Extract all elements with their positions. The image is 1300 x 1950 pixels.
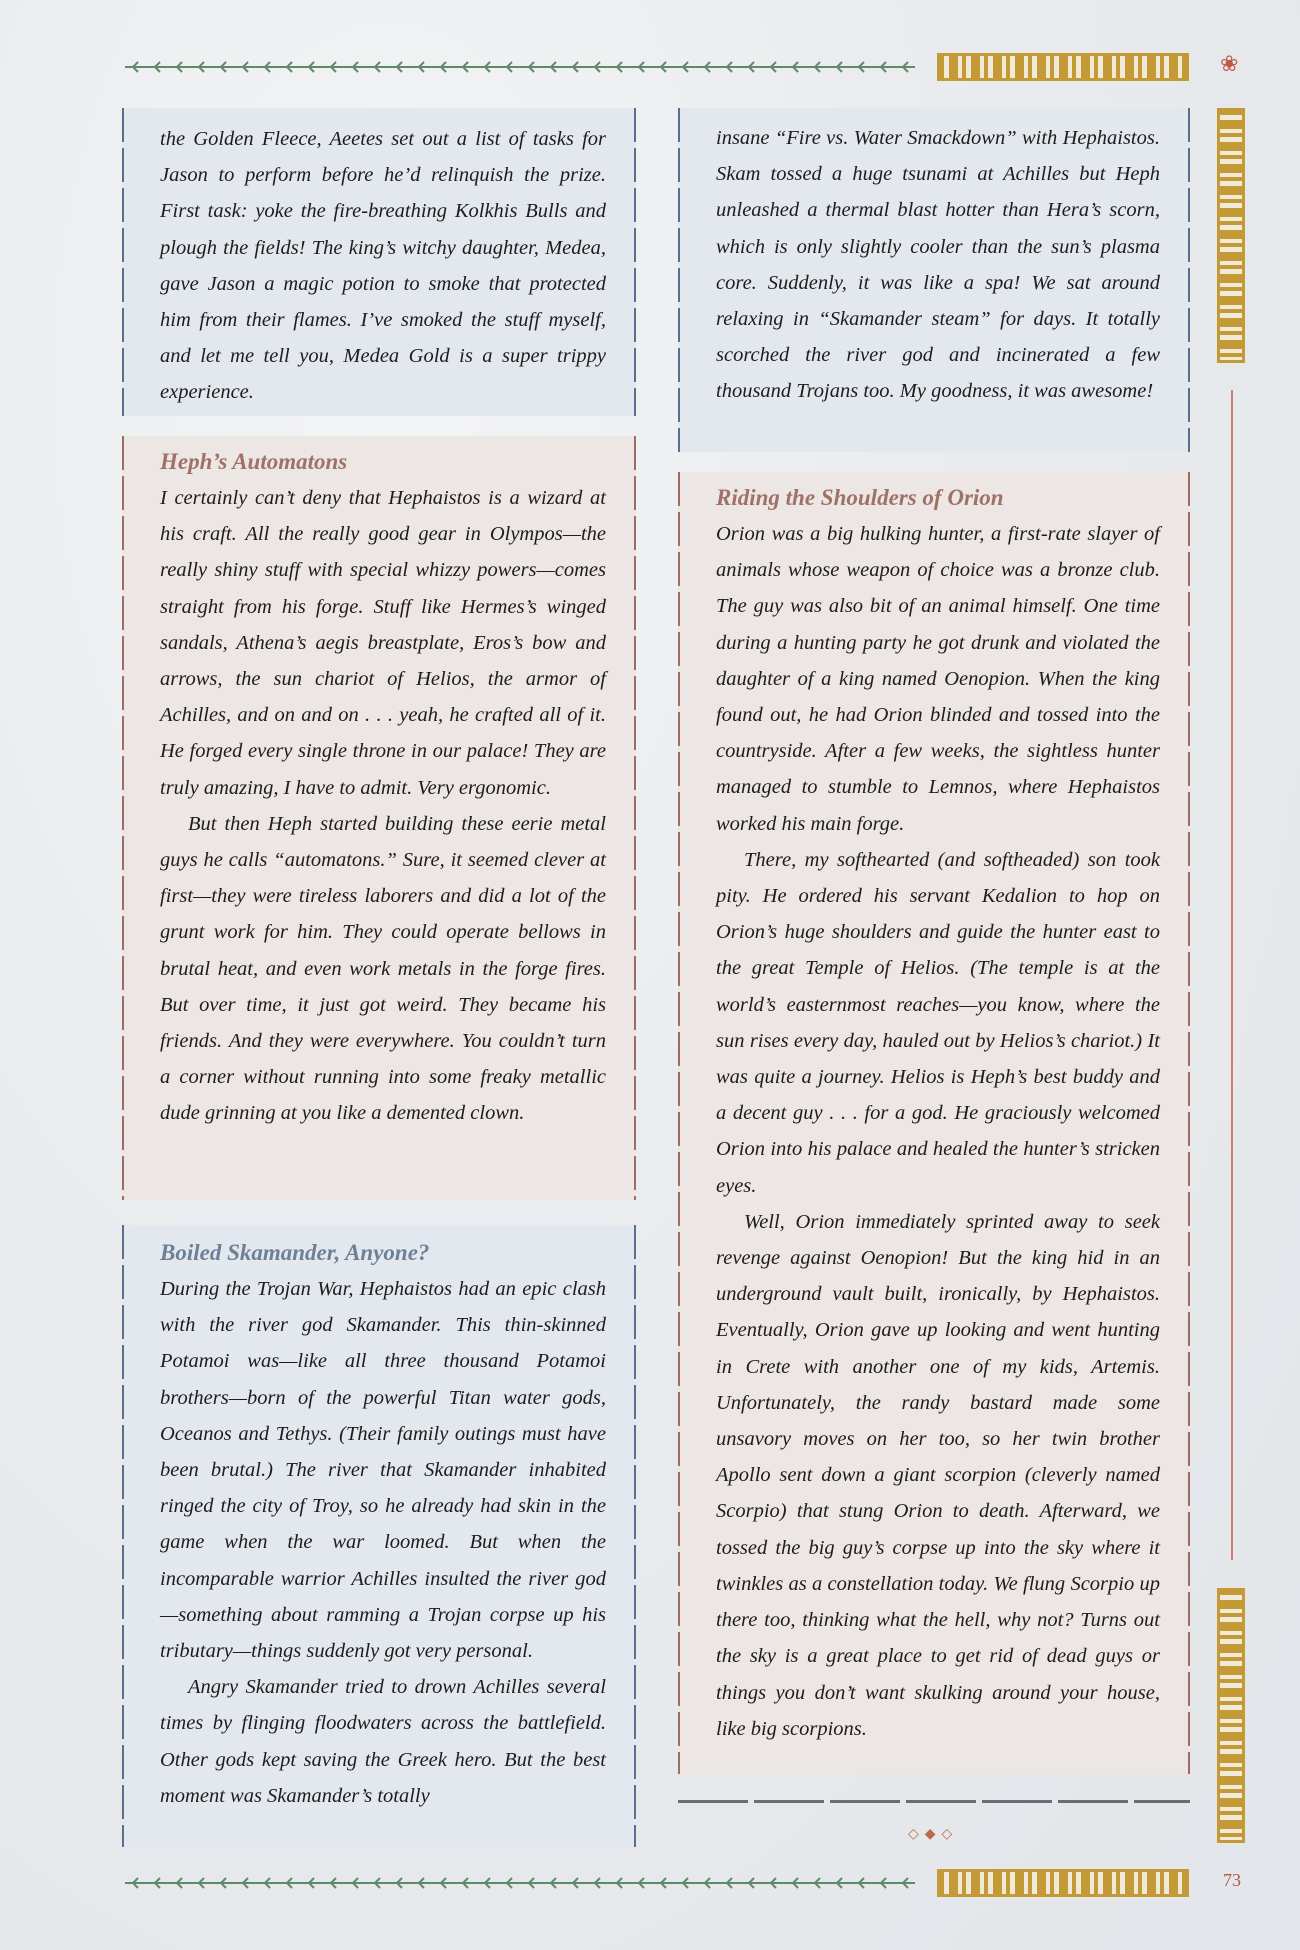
bottom-greek-key-band [937,1869,1189,1897]
right-margin-rule [1231,390,1233,1560]
paragraph: I certainly can’t deny that Hephaistos is a wizard at his craft. All the really good gear in Olympos—the really shiny stuff with special whizzy powers—comes straight from his forge. Stuff like Hermes’s winged sandals, Athena’s aegis breastplate, Eros’s bow and arrows, the sun chariot of Helios, the armor of Achilles, and on and on . . . yeah, he crafted all of it. He forged every single throne in our palace! They are truly amazing, I have to admit. Very ergonomic. [160,487,606,799]
section-heading-skamander: Boiled Skamander, Anyone? [160,1240,430,1265]
paragraph: Well, Orion immediately sprinted away to seek revenge against Oenopion! But the king hid in an underground vault built, ironically, by Hephaistos. Eventually, Orion gave up looking and went hunting in Crete with another one of my kids, Artemis. Unfortunately, the randy bastard made some unsavory moves on her too, so her twin brother Apollo sent down a giant scorpion (cleverly named Scorpio) that stung Orion to death. Afterward, we tossed the big guy’s corpse up into the sky where it twinkles as a constellation today. We flung Scorpio up there too, thinking what the hell, why not? Turns out the sky is a great place to get rid of dead guys or things you don’t want skulking around your house, like big scorpions. [716,1210,1160,1740]
right-greek-key-top [1217,108,1245,363]
paragraph: But then Heph started building these eerie metal guys he calls “automatons.” Sure, it seemed clever at first—they were tireless laborers and did a lot of the grunt work for him. They could operate bellows in brutal heat, and even work metals in the forge fires. But over time, it just got weird. They became his friends. And they were everywhere. You couldn’t turn a corner without running into some freaky metallic dude grinning at you like a demented clown. [160,812,606,1125]
right-greek-key-bottom [1217,1588,1245,1843]
section-heading-orion: Riding the Shoulders of Orion [716,485,1004,510]
top-vine-border [125,60,915,74]
section-heading-automatons: Heph’s Automatons [160,449,348,474]
paragraph: During the Trojan War, Hephaistos had an epic clash with the river god Skamander. This thin-skinned Potamoi was—like all three thousand Potamoi brothers—born of the powerful Titan water gods, Oceanos and Tethys. (Their family outings must have been brutal.) The river that Skamander inhabited ringed the city of Troy, so he already had skin in the game when the war loomed. But when the incomparable warrior Achilles insulted the river god—something about ramming a Trojan corpse up his tributary—things suddenly got very personal. [160,1278,606,1663]
left-intro-box [122,108,636,416]
top-greek-key-band [937,53,1189,81]
page-number: 73 [1223,1870,1241,1890]
orion-box [678,472,1190,1774]
paragraph: Angry Skamander tried to drown Achilles several times by flinging floodwaters across the battlefield. Other gods kept saving the Greek hero. But the best moment was Skamander’s totally [160,1676,606,1807]
end-rule [678,1800,1190,1803]
skamander-continued-box [678,108,1190,452]
paragraph: There, my softhearted (and softheaded) son took pity. He ordered his servant Kedalion to hop on Orion’s huge shoulders and guide the hunter east to the great Temple of Helios. (The temple is at the world’s easternmost reaches—you know, where the sun rises every day, hauled out by Helios’s chariot.) It was quite a journey. Helios is Heph’s best buddy and a decent guy . . . for a god. He graciously welcomed Orion into his palace and healed the hunter’s stricken eyes. [716,848,1160,1197]
flower-icon: ❀ [1220,52,1239,77]
paragraph: the Golden Fleece, Aeetes set out a list of tasks for Jason to perform before he’d relinquish the prize. First task: yoke the fire-breathing Kolkhis Bulls and plough the fields! The king’s witchy daughter, Medea, gave Jason a magic potion to smoke that protected him from their flames. I’ve smoked the stuff myself, and let me tell you, Medea Gold is a super trippy experience. [160,128,606,404]
automatons-box [122,436,636,1200]
skamander-box [122,1225,636,1847]
end-mark-icon: ◇◆◇ [908,1826,959,1842]
paragraph: insane “Fire vs. Water Smackdown” with Hephaistos. Skam tossed a huge tsunami at Achilles but Heph unleashed a thermal blast hotter than Hera’s scorn, which is only slightly cooler than the sun’s plasma core. Suddenly, it was like a spa! We sat around relaxing in “Skamander steam” for days. It totally scorched the river god and incinerated a few thousand Trojans too. My goodness, it was awesome! [716,127,1160,403]
bottom-vine-border [125,1876,915,1890]
paragraph: Orion was a big hulking hunter, a first-rate slayer of animals whose weapon of choice was a bronze club. The guy was also bit of an animal himself. One time during a hunting party he got drunk and violated the daughter of a king named Oenopion. When the king found out, he had Orion blinded and tossed into the countryside. After a few weeks, the sightless hunter managed to stumble to Lemnos, where Hephaistos worked his main forge. [716,523,1160,835]
